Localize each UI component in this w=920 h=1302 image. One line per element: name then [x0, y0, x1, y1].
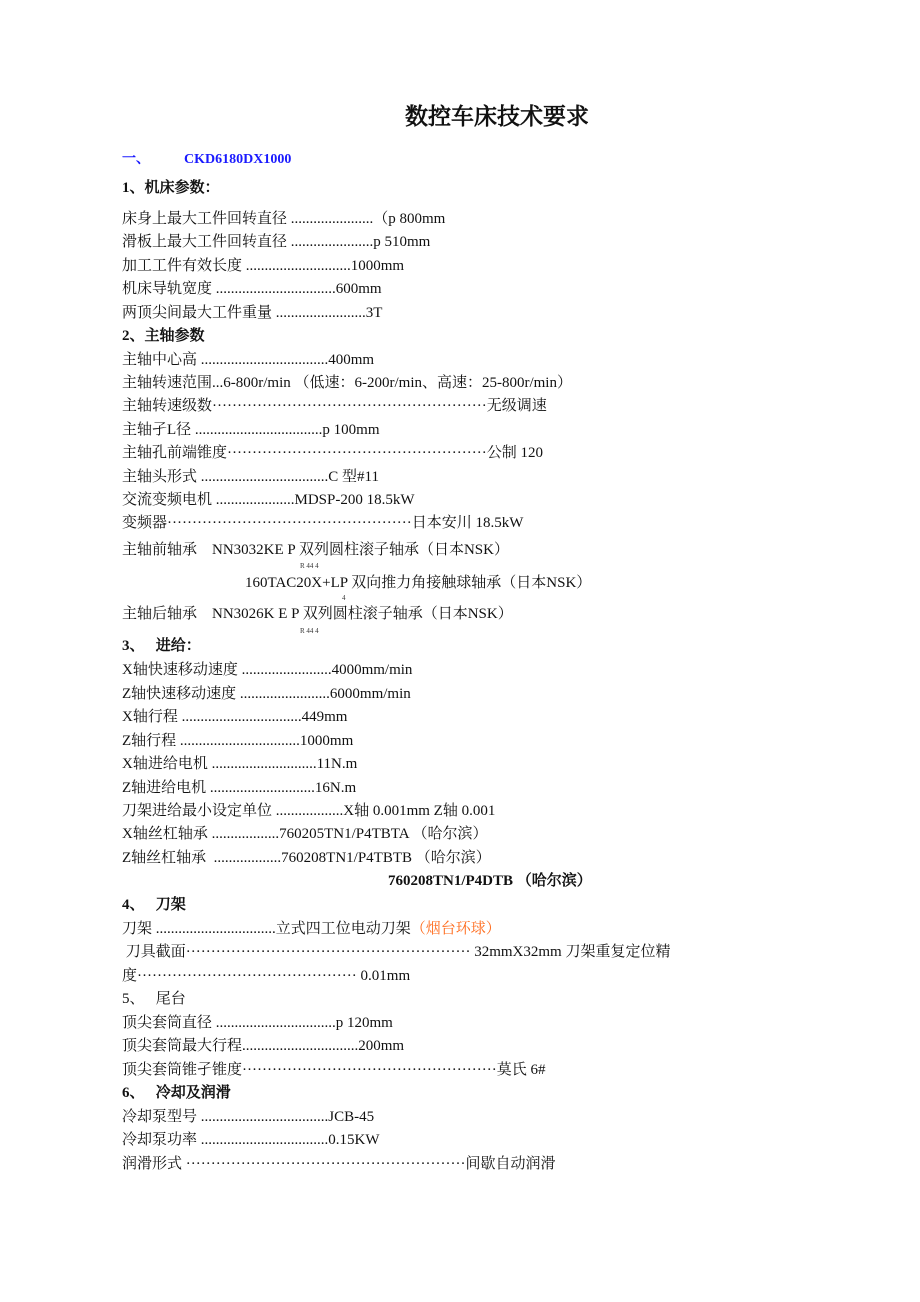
- subscript: R 44 4: [300, 562, 319, 570]
- param-line: X轴快速移动速度 ........................4000mm/min: [122, 662, 413, 678]
- model-name: CKD6180DX1000: [184, 152, 292, 167]
- param-line: X轴行程 ................................449mm: [122, 709, 348, 725]
- param-line: 机床导轨宽度 ................................600mm: [122, 281, 382, 297]
- param-line: Z轴丝杠轴承 ..................760208TN1/P4TBTB （哈尔滨）: [122, 850, 491, 866]
- param-line: 顶尖套筒直径 ................................p 120mm: [122, 1015, 393, 1031]
- param-line: 润滑形式 ························································间歇自动润滑: [122, 1156, 556, 1172]
- param-line: 冷却泵功率 ..................................0.15KW: [122, 1132, 380, 1148]
- heading-cooling: 6、 冷却及润滑: [122, 1085, 231, 1101]
- param-line: 主轴孔前端锥度····················································公制 120: [122, 445, 543, 461]
- turret-maker: （烟台环球）: [410, 921, 501, 937]
- param-line: 刀具截面························································· 32mmX32mm 刀架重复定位精: [122, 944, 671, 960]
- param-line: 主轴孑L径 ..................................p 100mm: [122, 422, 380, 438]
- param-line: Z轴快速移动速度 ........................6000mm/min: [122, 686, 411, 702]
- param-line: 两顶尖间最大工件重量 ........................3T: [122, 305, 383, 321]
- section-number: 一、: [122, 152, 150, 167]
- param-line: 冷却泵型号 ..................................JCB-45: [122, 1109, 375, 1125]
- front-bearing: 主轴前轴承 NN3032KE P 双列圆柱滚子轴承（日本NSK）: [122, 542, 509, 558]
- heading-tailstock: 5、 尾台: [122, 991, 186, 1007]
- param-line: 交流变频电机 .....................MDSP-200 18.5kW: [122, 492, 415, 508]
- document-title: 数控车床技术要求: [405, 104, 589, 129]
- param-line: 顶尖套筒锥孑锥度···················································莫氏 6#: [122, 1062, 546, 1078]
- rear-bearing: 主轴后轴承 NN3026K E P 双列圆柱滚子轴承（日本NSK）: [122, 606, 513, 622]
- param-line: 主轴转速范围...6-800r/min （低速：6-200r/min、高速：25-800r/min）: [122, 375, 572, 391]
- heading-spindle-params: 2、主轴参数: [122, 328, 205, 344]
- subscript: 4: [342, 594, 346, 602]
- param-line-bold: 760208TN1/P4DTB （哈尔滨）: [388, 873, 592, 889]
- param-line: X轴丝杠轴承 ..................760205TN1/P4TBTA （哈尔滨）: [122, 826, 488, 842]
- thrust-bearing: 160TAC20X+LP 双向推力角接触球轴承（日本NSK）: [245, 575, 592, 591]
- param-line: 度············································ 0.01mm: [122, 968, 411, 984]
- param-line: 加工工件有效长度 ............................1000mm: [122, 258, 405, 274]
- param-line: 主轴中心高 ..................................400mm: [122, 352, 375, 368]
- param-line: 顶尖套筒最大行程...............................200mm: [122, 1038, 405, 1054]
- param-line: 变频器·················································日本安川 18.5kW: [122, 515, 524, 531]
- turret-text: 刀架 ................................立式四工位电动刀架: [122, 921, 411, 937]
- param-line: 床身上最大工件回转直径 ......................（p 800mm: [122, 211, 446, 227]
- subscript: R 44 4: [300, 627, 319, 635]
- heading-feed: 3、 进给：: [122, 638, 201, 654]
- param-line: Z轴进给电机 ............................16N.m: [122, 780, 357, 796]
- param-line: 滑板上最大工件回转直径 ......................p 510mm: [122, 234, 431, 250]
- param-line: 刀架进给最小设定单位 ..................X轴 0.001mm Z轴 0.001: [122, 803, 496, 819]
- heading-turret: 4、 刀架: [122, 897, 186, 913]
- param-line: Z轴行程 ................................1000mm: [122, 733, 354, 749]
- param-line: X轴进给电机 ............................11N.m: [122, 756, 358, 772]
- param-line: 主轴头形式 ..................................C 型#11: [122, 469, 379, 485]
- turret-line: [122, 919, 501, 939]
- heading-machine-params: 1、机床参数：: [122, 180, 220, 196]
- param-line: 主轴转速级数·······················································无级调速: [122, 398, 547, 414]
